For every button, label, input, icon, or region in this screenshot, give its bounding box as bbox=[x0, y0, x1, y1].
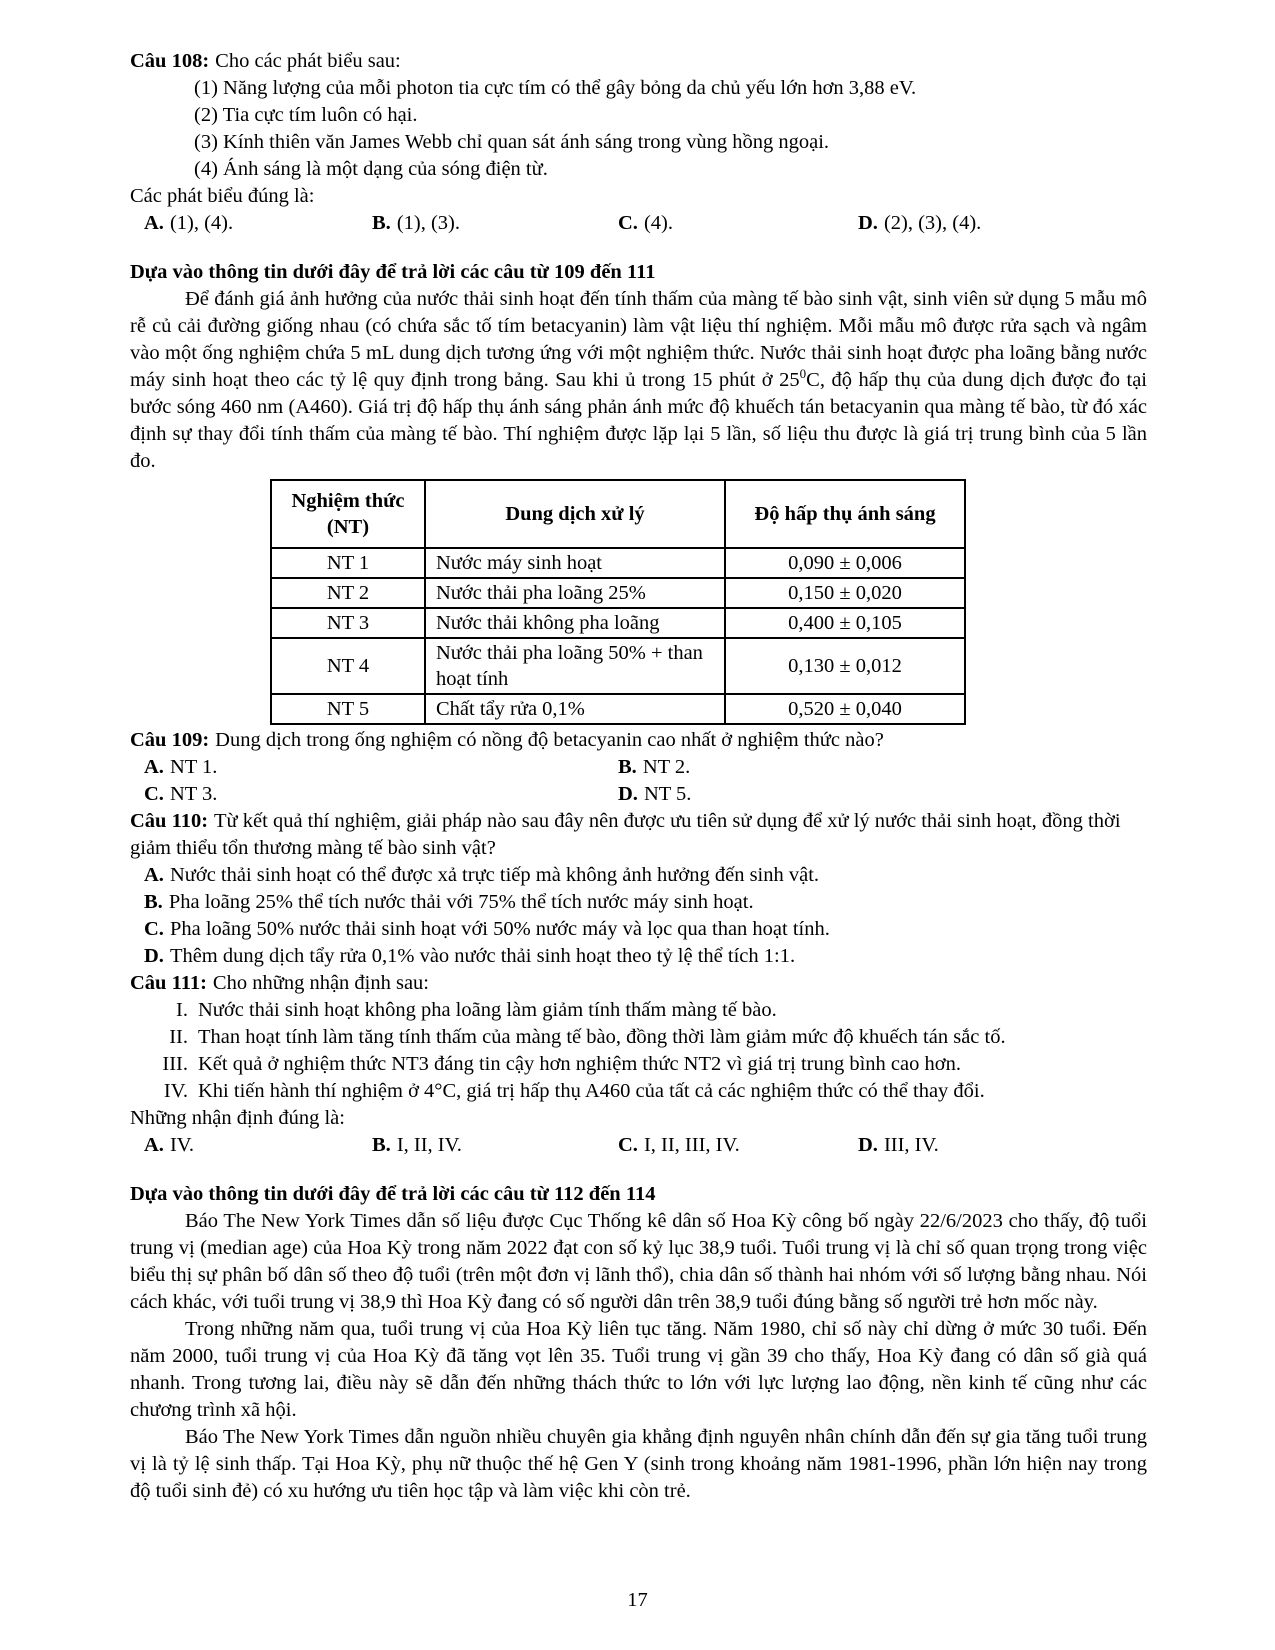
option-a: A. (1), (4). bbox=[144, 212, 234, 234]
question-110-option-b: B. Pha loãng 25% thể tích nước thải với 75% thể tích nước máy sinh hoạt. bbox=[144, 891, 754, 913]
table-row: NT 5 Chất tẩy rửa 0,1% 0,520 ± 0,040 bbox=[271, 694, 965, 724]
question-108-statement-3: (3) Kính thiên văn James Webb chỉ quan sát ánh sáng trong vùng hồng ngoại. bbox=[194, 131, 830, 153]
question-111-intro: Cho những nhận định sau: bbox=[212, 972, 430, 994]
question-111-options bbox=[130, 1132, 1147, 1159]
question-108-statement-2: (2) Tia cực tím luôn có hại. bbox=[194, 104, 418, 126]
option-b: B. (1), (3). bbox=[372, 212, 460, 234]
question-111-label: Câu 111: bbox=[130, 972, 207, 994]
option-d: D. NT 5. bbox=[618, 783, 692, 805]
section-109-111-heading: Dựa vào thông tin dưới đây để trả lời các câu từ 109 đến 111 bbox=[130, 261, 656, 283]
page-number: 17 bbox=[627, 1589, 648, 1611]
question-108-options bbox=[130, 210, 1147, 237]
table-row: NT 2 Nước thải pha loãng 25% 0,150 ± 0,020 bbox=[271, 578, 965, 608]
option-a: A. IV. bbox=[144, 1134, 195, 1156]
question-108-statement-4: (4) Ánh sáng là một dạng của sóng điện từ. bbox=[194, 158, 548, 180]
section-112-114-paragraph-3: Báo The New York Times dẫn nguồn nhiều chuyên gia khẳng định nguyên nhân chính dẫn đến sự gia tăng tuổi trung vị là tỷ lệ sinh thấp. Tại Hoa Kỳ, phụ nữ thuộc thế hệ Gen Y (sinh trong khoảng năm 1981-1996, phần lớn hiện nay trong độ tuổi sinh đẻ) có xu hướng ưu tiên học tập và làm việc khi còn trẻ. bbox=[130, 1426, 1147, 1502]
question-109-options-row1 bbox=[130, 754, 1147, 781]
question-108-prompt: Các phát biểu đúng là: bbox=[130, 185, 315, 207]
question-109-header bbox=[130, 727, 1147, 754]
header-do-hap-thu: Độ hấp thụ ánh sáng bbox=[725, 480, 965, 548]
table-row: NT 1 Nước máy sinh hoạt 0,090 ± 0,006 bbox=[271, 548, 965, 578]
question-110-label: Câu 110: bbox=[130, 810, 209, 832]
question-111-prompt: Những nhận định đúng là: bbox=[130, 1107, 345, 1129]
option-d: D. III, IV. bbox=[858, 1134, 939, 1156]
question-110-option-c: C. Pha loãng 50% nước thải sinh hoạt với 50% nước máy và lọc qua than hoạt tính. bbox=[144, 918, 830, 940]
table-row: NT 3 Nước thải không pha loãng 0,400 ± 0,105 bbox=[271, 608, 965, 638]
section-112-114-paragraph-1: Báo The New York Times dẫn số liệu được Cục Thống kê dân số Hoa Kỳ công bố ngày 22/6/2023 cho thấy, độ tuổi trung vị (median age) của Hoa Kỳ trong năm 2022 đạt con số kỷ lục 38,9 tuổi. Tuổi trung vị là chỉ số quan trọng trong việc biểu thị sự phân bố dân số theo độ tuổi (trên một đơn vị lãnh thổ), chia dân số thành hai nhóm với số lượng bằng nhau. Nói cách khác, với tuổi trung vị 38,9 thì Hoa Kỳ đang có số người dân trên 38,9 tuổi đúng bằng số người trẻ hơn mốc này. bbox=[130, 1210, 1147, 1313]
option-a: A. NT 1. bbox=[144, 756, 218, 778]
question-108-label: Câu 108: bbox=[130, 50, 210, 72]
question-110-header bbox=[130, 808, 1147, 862]
option-d: D. (2), (3), (4). bbox=[858, 212, 982, 234]
question-109-text: Dung dịch trong ống nghiệm có nồng độ betacyanin cao nhất ở nghiệm thức nào? bbox=[215, 729, 884, 751]
question-108-statement-1: (1) Năng lượng của mỗi photon tia cực tím có thể gây bỏng da chủ yếu lớn hơn 3,88 eV. bbox=[194, 77, 917, 99]
superscript-zero: 0 bbox=[799, 366, 807, 382]
header-dung-dich: Dung dịch xử lý bbox=[425, 480, 725, 548]
question-111-header bbox=[130, 970, 1147, 997]
option-c: C. (4). bbox=[618, 212, 673, 234]
section-112-114-heading: Dựa vào thông tin dưới đây để trả lời các câu từ 112 đến 114 bbox=[130, 1183, 656, 1205]
option-b: B. I, II, IV. bbox=[372, 1134, 462, 1156]
option-c: C. I, II, III, IV. bbox=[618, 1134, 740, 1156]
section-109-111-passage: Để đánh giá ảnh hưởng của nước thải sinh hoạt đến tính thấm của màng tế bào sinh vật, sinh viên sử dụng 5 mẫu mô rễ củ cải đường giống nhau (có chứa sắc tố tím betacyanin) làm vật liệu thí nghiệm. Mỗi mẫu mô được rửa sạch và ngâm vào một ống nghiệm chứa 5 mL dung dịch tương ứng với một nghiệm thức. Nước thải sinh hoạt được pha loãng bằng nước máy sinh hoạt theo các tỷ lệ quy định trong bảng. Sau khi ủ trong 15 phút ở $25^0C$, độ hấp thụ của dung dịch được đo tại bước sóng 460 nm (A460). Giá trị độ hấp thụ ánh sáng phản ánh mức độ khuếch tán betacyanin qua màng tế bào, từ đó xác định sự thay đổi tính thấm của màng tế bào. Thí nghiệm được lặp lại 5 lần, số liệu thu được là giá trị trung bình của 5 lần đo. bbox=[130, 288, 1147, 472]
question-111-statement-3: III. Kết quả ở nghiệm thức NT3 đáng tin cậy hơn nghiệm thức NT2 vì giá trị trung bình cao hơn. bbox=[162, 1053, 961, 1075]
header-nghiem-thuc: Nghiệm thức (NT) bbox=[271, 480, 425, 548]
question-111-statement-2: II. Than hoạt tính làm tăng tính thấm của màng tế bào, đồng thời làm giảm mức độ khuếch tán sắc tố. bbox=[169, 1026, 1006, 1048]
table-row: NT 4 Nước thải pha loãng 50% + than hoạt tính 0,130 ± 0,012 bbox=[271, 638, 965, 694]
experiment-table bbox=[270, 479, 966, 725]
option-c: C. NT 3. bbox=[144, 783, 218, 805]
question-109-options-row2 bbox=[130, 781, 1147, 808]
question-110-text: Từ kết quả thí nghiệm, giải pháp nào sau đây nên được ưu tiên sử dụng để xử lý nước thải sinh hoạt, đồng thời giảm thiểu tổn thương màng tế bào sinh vật? bbox=[130, 810, 1121, 859]
question-108-header bbox=[130, 48, 1147, 75]
question-108-intro: Cho các phát biểu sau: bbox=[215, 50, 401, 72]
question-110-option-a: A. Nước thải sinh hoạt có thể được xả trực tiếp mà không ảnh hưởng đến sinh vật. bbox=[144, 864, 820, 886]
question-111-statement-4: IV. Khi tiến hành thí nghiệm ở 4°C, giá trị hấp thụ A460 của tất cả các nghiệm thức có thể thay đổi. bbox=[163, 1080, 985, 1102]
question-111-statement-1: I. Nước thải sinh hoạt không pha loãng làm giảm tính thấm màng tế bào. bbox=[176, 999, 777, 1021]
table-header-row bbox=[271, 480, 965, 548]
section-112-114-paragraph-2: Trong những năm qua, tuổi trung vị của Hoa Kỳ liên tục tăng. Năm 1980, chỉ số này chỉ dừng ở mức 30 tuổi. Đến năm 2000, tuổi trung vị của Hoa Kỳ đã tăng vọt lên 35. Tuổi trung vị gần 39 cho thấy, Hoa Kỳ đang có dân số già quá nhanh. Trong tương lai, điều này sẽ dẫn đến những thách thức to lớn với lực lượng lao động, nền kinh tế cũng như các chương trình xã hội. bbox=[130, 1318, 1147, 1421]
option-b: B. NT 2. bbox=[618, 756, 691, 778]
question-110-option-d: D. Thêm dung dịch tẩy rửa 0,1% vào nước thải sinh hoạt theo tỷ lệ thể tích 1:1. bbox=[144, 945, 796, 967]
question-109-label: Câu 109: bbox=[130, 729, 210, 751]
